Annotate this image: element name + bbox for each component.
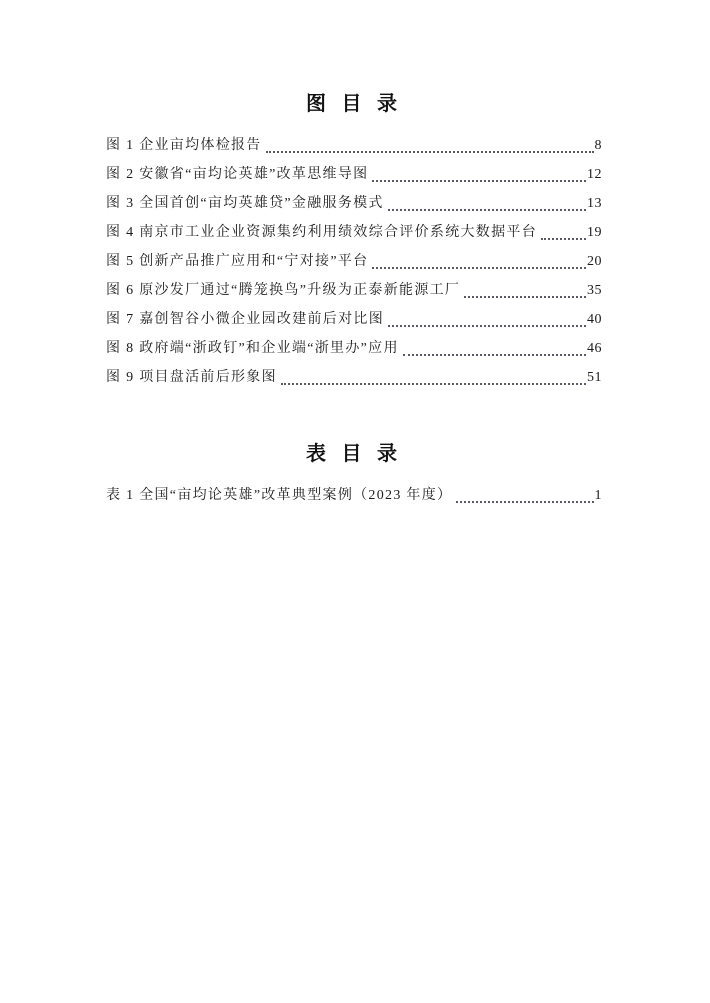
figure-toc-entry-text: 图 1 企业亩均体检报告: [106, 138, 262, 153]
figure-toc-list: [106, 131, 602, 392]
figure-toc-entry[interactable]: [106, 160, 602, 189]
table-toc-entry[interactable]: [106, 481, 602, 510]
figure-toc-entry-page: 19: [587, 225, 602, 240]
dotted-leader: [456, 501, 593, 503]
dotted-leader: [388, 209, 586, 211]
figure-toc-entry-page: 51: [587, 370, 602, 385]
dotted-leader: [403, 354, 586, 356]
figure-toc-entry-page: 12: [587, 167, 602, 182]
figure-toc-entry-page: 35: [587, 283, 602, 298]
figure-toc-entry-text: 图 6 原沙发厂通过“腾笼换鸟”升级为正泰新能源工厂: [106, 283, 461, 298]
figure-toc-entry[interactable]: [106, 334, 602, 363]
table-toc-entry-text: 表 1 全国“亩均论英雄”改革典型案例（2023 年度）: [106, 488, 453, 503]
figure-toc-entry[interactable]: [106, 363, 602, 392]
figure-toc-entry-text: 图 2 安徽省“亩均论英雄”改革思维导图: [106, 167, 369, 182]
figure-toc-entry[interactable]: [106, 189, 602, 218]
section-gap: [106, 392, 602, 442]
figure-toc-entry-page: 13: [587, 196, 602, 211]
dotted-leader: [266, 151, 594, 153]
figure-toc-entry-text: 图 7 嘉创智谷小微企业园改建前后对比图: [106, 312, 384, 327]
figure-toc-entry-page: 46: [587, 341, 602, 356]
table-toc-entry-page: 1: [594, 488, 602, 503]
dotted-leader: [372, 180, 586, 182]
figure-toc-title: 图 目 录: [305, 93, 403, 115]
figure-toc-entry[interactable]: [106, 276, 602, 305]
dotted-leader: [541, 238, 586, 240]
dotted-leader: [372, 267, 586, 269]
figure-toc-entry[interactable]: [106, 305, 602, 334]
table-toc-list: [106, 481, 602, 510]
table-toc-title: 表 目 录: [305, 443, 403, 465]
figure-toc-entry-text: 图 9 项目盘活前后形象图: [106, 370, 277, 385]
dotted-leader: [464, 296, 586, 298]
dotted-leader: [281, 383, 586, 385]
figure-toc-entry-page: 40: [587, 312, 602, 327]
figure-toc-entry-page: 20: [587, 254, 602, 269]
figure-toc-entry[interactable]: [106, 247, 602, 276]
figure-toc-entry-text: 图 5 创新产品推广应用和“宁对接”平台: [106, 254, 369, 269]
figure-toc-entry-text: 图 4 南京市工业企业资源集约利用绩效综合评价系统大数据平台: [106, 225, 537, 240]
figure-toc-entry[interactable]: [106, 131, 602, 160]
figure-toc-entry-text: 图 8 政府端“浙政钉”和企业端“浙里办”应用: [106, 341, 399, 356]
figure-toc-entry[interactable]: [106, 218, 602, 247]
figure-toc-entry-page: 8: [594, 138, 602, 153]
dotted-leader: [388, 325, 586, 327]
figure-toc-entry-text: 图 3 全国首创“亩均英雄贷”金融服务模式: [106, 196, 384, 211]
